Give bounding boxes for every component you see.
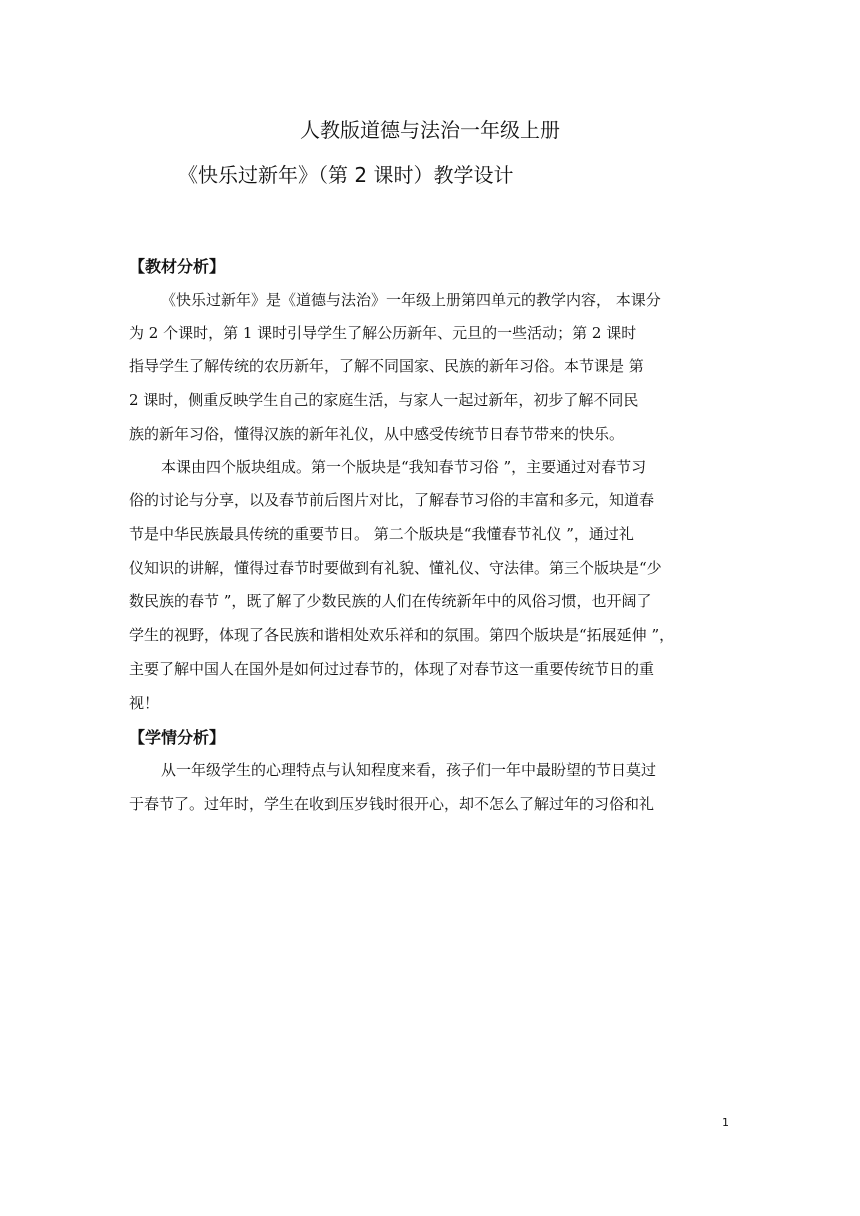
document-subtitle: 《快乐过新年》（第 2 课时）教学设计 (178, 163, 514, 187)
paragraph-line: 指导学生了解传统的农历新年，了解不同国家、民族的新年习俗。本节课是 第 (129, 357, 644, 375)
paragraph-line: 节是中华民族最具传统的重要节日。 第二个版块是“我懂春节礼仪 ”，通过礼 (129, 525, 634, 543)
paragraph-line: 本课由四个版块组成。第一个版块是“我知春节习俗 ”，主要通过对春节习 (161, 458, 647, 476)
paragraph-line: 从一年级学生的心理特点与认知程度来看，孩子们一年中最盼望的节日莫过 (161, 761, 657, 779)
paragraph-line: 学生的视野，体现了各民族和谐相处欢乐祥和的氛围。第四个版块是“拓展延伸 ”， (129, 626, 675, 644)
paragraph-line: 族的新年习俗，懂得汉族的新年礼仪，从中感受传统节日春节带来的快乐。 (129, 425, 625, 443)
section-heading-materials-analysis: 【教材分析】 (129, 257, 226, 276)
paragraph-line: 2 课时，侧重反映学生自己的家庭生活，与家人一起过新年，初步了解不同民 (129, 391, 639, 409)
paragraph-line: 仪知识的讲解，懂得过春节时要做到有礼貌、懂礼仪、守法律。第三个版块是“少 (129, 559, 662, 577)
section-heading-student-analysis: 【学情分析】 (129, 728, 226, 747)
paragraph-line: 主要了解中国人在国外是如何过过春节的，体现了对春节这一重要传统节日的重 (129, 660, 655, 678)
paragraph-line: 为 2 个课时，第 1 课时引导学生了解公历新年、元旦的一些活动；第 2 课时 (129, 324, 637, 342)
paragraph-line: 视！ (129, 694, 160, 712)
page-number: 1 (722, 1116, 729, 1129)
paragraph-line: 数民族的春节 ”，既了解了少数民族的人们在传统新年中的风俗习惯，也开阔了 (129, 592, 652, 610)
document-title: 人教版道德与法治一年级上册 (300, 118, 560, 142)
paragraph-line: 俗的讨论与分享，以及春节前后图片对比，了解春节习俗的丰富和多元，知道春 (129, 491, 655, 509)
paragraph-line: 于春节了。过年时，学生在收到压岁钱时很开心，却不怎么了解过年的习俗和礼 (129, 795, 655, 813)
paragraph-line: 《快乐过新年》是《道德与法治》一年级上册第四单元的教学内容， 本课分 (161, 291, 661, 309)
